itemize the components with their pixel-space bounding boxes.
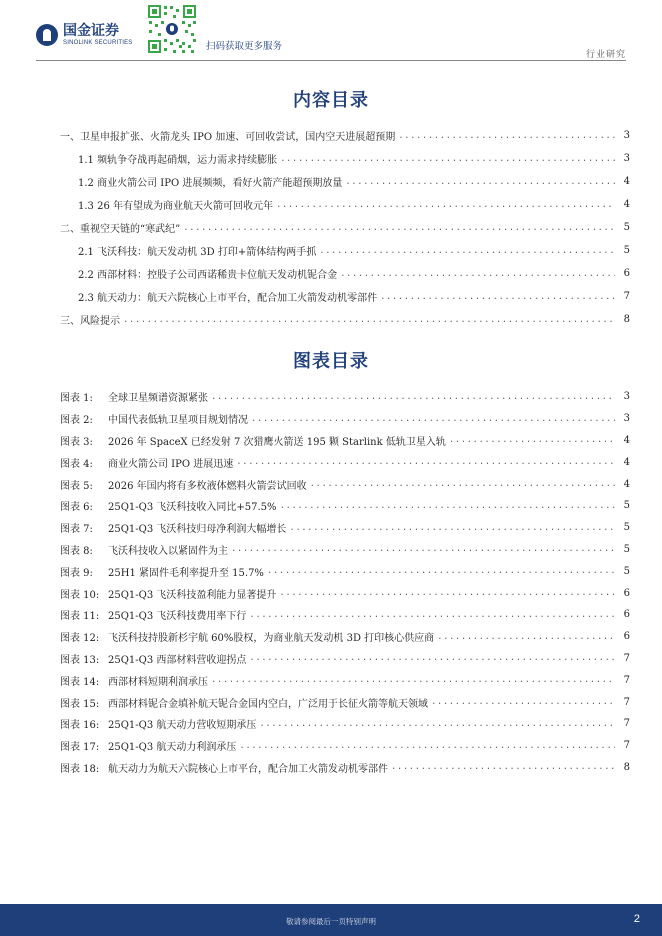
toc-entry[interactable] xyxy=(60,147,630,170)
figure-entry-page: 4 xyxy=(623,456,630,468)
toc-leader-dots xyxy=(319,246,615,256)
figure-leader-dots xyxy=(391,762,615,772)
brand-name-en: SINOLINK SECURITIES xyxy=(63,40,133,46)
toc-entry[interactable] xyxy=(60,285,630,308)
figures-title: 图表目录 xyxy=(293,351,369,372)
figure-entry-label: 2026 年国内将有多枚液体燃料火箭尝试回收 xyxy=(108,480,307,492)
figure-leader-dots xyxy=(279,588,615,598)
figure-entry-page: 6 xyxy=(623,587,630,599)
figure-leader-dots xyxy=(289,523,615,533)
figure-entry[interactable] xyxy=(60,648,630,670)
toc-entry[interactable] xyxy=(60,124,630,147)
figure-entry-number: 图表 14: xyxy=(60,676,100,688)
figure-leader-dots xyxy=(259,719,615,729)
figure-entry-page: 3 xyxy=(623,391,630,403)
figure-entry-number: 图表 8: xyxy=(60,545,93,557)
figure-entry-label: 航天动力为航天六院核心上市平台，配合加工火箭发动机零部件 xyxy=(108,763,388,775)
figure-entry-label: 飞沃科技收入以紧固件为主 xyxy=(108,545,228,557)
figure-entry-label: 全球卫星频谱资源紧张 xyxy=(108,393,208,405)
figure-leader-dots xyxy=(280,501,615,511)
figure-entry-label: 25H1 紧固件毛利率提升至 15.7% xyxy=(108,567,264,579)
page-header xyxy=(0,0,662,66)
toc-entry[interactable] xyxy=(60,193,630,216)
toc-entry[interactable] xyxy=(60,308,630,331)
header-divider xyxy=(36,60,626,61)
figure-leader-dots xyxy=(310,479,615,489)
figure-entry-label: 25Q1-Q3 飞沃科技费用率下行 xyxy=(108,611,247,623)
figure-leader-dots xyxy=(449,435,615,445)
figure-entry-label: 25Q1-Q3 航天动力营收短期承压 xyxy=(108,720,257,732)
figure-leader-dots xyxy=(431,697,615,707)
figure-entry-number: 图表 17: xyxy=(60,742,100,754)
figure-entry[interactable] xyxy=(60,539,630,561)
figure-entry[interactable] xyxy=(60,582,630,604)
figure-entry-number: 图表 11: xyxy=(60,611,100,623)
figure-entry-page: 7 xyxy=(623,674,630,686)
toc-entry-page: 5 xyxy=(623,222,630,233)
figure-leader-dots xyxy=(211,392,615,402)
figure-entry-label: 25Q1-Q3 飞沃科技盈利能力显著提升 xyxy=(108,589,277,601)
figure-entry-number: 图表 10: xyxy=(60,589,100,601)
toc-entry-label: 2.1 飞沃科技：航天发动机 3D 打印+箭体结构两手抓 xyxy=(78,247,317,258)
list-of-figures xyxy=(60,386,630,778)
figure-entry-page: 7 xyxy=(623,718,630,730)
figure-entry-label: 中国代表低轨卫星项目规划情况 xyxy=(108,415,248,427)
toc-entry-label: 2.2 西部材料：控股子公司西诺稀贵卡位航天发动机铌合金 xyxy=(78,270,338,281)
toc-entry-page: 4 xyxy=(623,176,630,187)
figure-entry[interactable] xyxy=(60,560,630,582)
toc-entry-page: 3 xyxy=(623,130,630,141)
figure-leader-dots xyxy=(249,653,615,663)
figure-entry-page: 5 xyxy=(623,543,630,555)
figure-leader-dots xyxy=(267,566,615,576)
figure-entry-number: 图表 6: xyxy=(60,502,93,514)
figure-entry[interactable] xyxy=(60,626,630,648)
figure-entry-label: 西部材料铌合金填补航天铌合金国内空白，广泛用于长征火箭等航天领域 xyxy=(108,698,428,710)
figure-entry-page: 5 xyxy=(623,500,630,512)
figure-entry[interactable] xyxy=(60,517,630,539)
figure-entry-page: 6 xyxy=(623,609,630,621)
figure-entry[interactable] xyxy=(60,691,630,713)
figure-entry-number: 图表 4: xyxy=(60,458,93,470)
figure-entry-page: 5 xyxy=(623,522,630,534)
qr-caption: 扫码获取更多服务 xyxy=(206,41,283,52)
toc-entry[interactable] xyxy=(60,170,630,193)
figure-entry-number: 图表 15: xyxy=(60,698,100,710)
figure-entry-number: 图表 12: xyxy=(60,633,100,645)
brand-logo xyxy=(36,24,132,46)
figure-entry-page: 7 xyxy=(623,696,630,708)
figure-entry-page: 5 xyxy=(623,565,630,577)
toc-entry-label: 一、卫星申报扩张、火箭龙头 IPO 加速、可回收尝试，国内空天进展超预期 xyxy=(60,132,396,143)
page-footer xyxy=(0,904,662,936)
toc-entry-label: 1.1 频轨争夺战再起硝烟，运力需求持续膨胀 xyxy=(78,155,278,166)
toc-leader-dots xyxy=(123,315,615,325)
toc-leader-dots xyxy=(280,154,615,164)
figure-entry-number: 图表 2: xyxy=(60,415,93,427)
figure-entry[interactable] xyxy=(60,604,630,626)
toc-entry-page: 6 xyxy=(623,268,630,279)
table-of-contents xyxy=(60,124,630,331)
figure-entry[interactable] xyxy=(60,386,630,408)
figure-entry[interactable] xyxy=(60,473,630,495)
toc-leader-dots xyxy=(380,292,615,302)
toc-entry-page: 8 xyxy=(623,314,630,325)
brand-name-cn: 国金证券 xyxy=(63,23,119,39)
toc-entry-page: 3 xyxy=(623,153,630,164)
figure-entry-label: 25Q1-Q3 飞沃科技收入同比+57.5% xyxy=(108,502,277,514)
figure-entry-page: 3 xyxy=(623,413,630,425)
figure-entry-page: 4 xyxy=(623,434,630,446)
toc-entry[interactable] xyxy=(60,216,630,239)
figure-entry-number: 图表 7: xyxy=(60,524,93,536)
figure-entry-label: 25Q1-Q3 西部材料营收迎拐点 xyxy=(108,654,247,666)
toc-entry[interactable] xyxy=(60,262,630,285)
figure-entry-label: 商业火箭公司 IPO 进展迅速 xyxy=(108,458,234,470)
figure-leader-dots xyxy=(239,741,615,751)
toc-title: 内容目录 xyxy=(293,90,369,111)
figure-entry-label: 西部材料短期利润承压 xyxy=(108,676,208,688)
figure-entry[interactable] xyxy=(60,430,630,452)
figure-entry-page: 7 xyxy=(623,652,630,664)
footer-disclaimer: 敬请参阅最后一页特别声明 xyxy=(286,917,376,926)
figure-entry-label: 2026 年 SpaceX 已经发射 7 次猎鹰火箭送 195 颗 Starlink 低轨卫星入轨 xyxy=(108,436,446,448)
brand-mark-icon xyxy=(36,24,58,46)
figure-entry[interactable] xyxy=(60,735,630,757)
toc-entry-label: 2.3 航天动力：航天六院核心上市平台，配合加工火箭发动机零部件 xyxy=(78,293,378,304)
figure-entry[interactable] xyxy=(60,713,630,735)
toc-leader-dots xyxy=(340,269,615,279)
figure-leader-dots xyxy=(437,632,615,642)
toc-leader-dots xyxy=(345,177,615,187)
figure-entry-page: 6 xyxy=(623,631,630,643)
figure-entry[interactable] xyxy=(60,408,630,430)
figure-entry-label: 25Q1-Q3 飞沃科技归母净利润大幅增长 xyxy=(108,524,287,536)
figure-entry-label: 飞沃科技持股新杉宇航 60%股权，为商业航天发动机 3D 打印核心供应商 xyxy=(108,633,435,645)
figure-entry-page: 8 xyxy=(623,761,630,773)
figure-leader-dots xyxy=(211,675,615,685)
toc-entry-label: 三、风险提示 xyxy=(60,316,120,327)
figure-entry-number: 图表 3: xyxy=(60,436,93,448)
toc-leader-dots xyxy=(183,223,615,233)
figure-leader-dots xyxy=(236,457,615,467)
figure-entry[interactable] xyxy=(60,669,630,691)
figure-entry-label: 25Q1-Q3 航天动力利润承压 xyxy=(108,742,237,754)
figure-entry-number: 图表 18: xyxy=(60,763,100,775)
toc-entry-page: 4 xyxy=(623,199,630,210)
figure-entry[interactable] xyxy=(60,495,630,517)
toc-entry-label: 1.2 商业火箭公司 IPO 进展频频，看好火箭产能超预期放量 xyxy=(78,178,343,189)
toc-entry-page: 7 xyxy=(623,291,630,302)
figure-entry-page: 4 xyxy=(623,478,630,490)
toc-entry-page: 5 xyxy=(623,245,630,256)
figure-entry-number: 图表 13: xyxy=(60,654,100,666)
figure-entry[interactable] xyxy=(60,451,630,473)
page-number: 2 xyxy=(633,913,640,925)
document-type: 行业研究 xyxy=(585,50,626,60)
figure-entry-page: 7 xyxy=(623,740,630,752)
toc-entry[interactable] xyxy=(60,239,630,262)
toc-leader-dots xyxy=(276,200,615,210)
figure-entry-number: 图表 9: xyxy=(60,567,93,579)
figure-entry-number: 图表 1: xyxy=(60,393,93,405)
figure-entry-number: 图表 5: xyxy=(60,480,93,492)
figure-leader-dots xyxy=(231,544,615,554)
toc-entry-label: 二、重视空天链的“寒武纪” xyxy=(60,224,181,235)
qr-code-icon[interactable] xyxy=(146,3,198,55)
figure-leader-dots xyxy=(249,610,615,620)
toc-entry-label: 1.3 26 年有望成为商业航天火箭可回收元年 xyxy=(78,201,273,212)
figure-entry-number: 图表 16: xyxy=(60,720,100,732)
toc-leader-dots xyxy=(398,131,615,141)
figure-entry[interactable] xyxy=(60,757,630,779)
figure-leader-dots xyxy=(251,414,615,424)
